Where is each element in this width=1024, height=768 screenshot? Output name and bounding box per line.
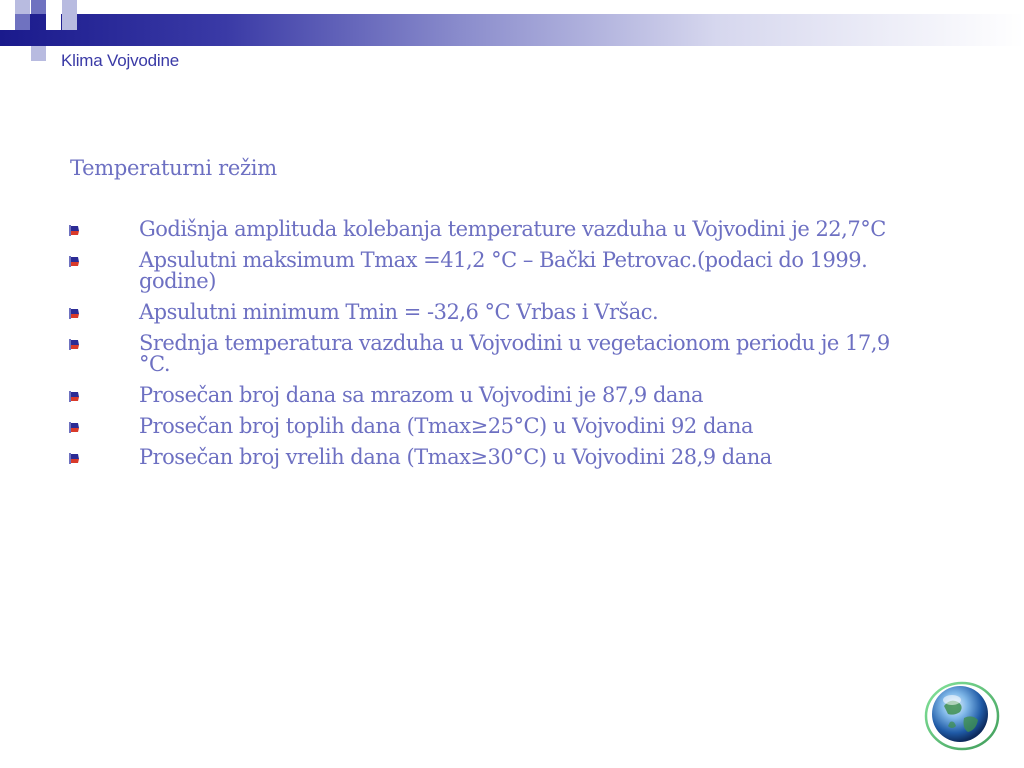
- bullet-icon: [69, 225, 80, 236]
- bullet-icon: [69, 422, 80, 433]
- bullet-text: Godišnja amplituda kolebanja temperature vazduha u Vojvodini je 22,7°C: [139, 217, 886, 241]
- list-item: [66, 333, 906, 375]
- header-gradient-bar: [0, 14, 1024, 46]
- bullet-list: [66, 219, 906, 478]
- bullet-text: Prosečan broj dana sa mrazom u Vojvodini je 87,9 dana: [139, 383, 703, 407]
- list-item: [66, 250, 906, 292]
- bullet-text: Prosečan broj toplih dana (Tmax≥25°C) u Vojvodini 92 dana: [139, 414, 753, 438]
- bullet-icon: [69, 339, 80, 350]
- list-item: [66, 219, 906, 240]
- globe-icon: [924, 676, 1000, 752]
- bullet-icon: [69, 308, 80, 319]
- bullet-icon: [69, 453, 80, 464]
- bullet-icon: [69, 256, 80, 267]
- bullet-text: Apsulutni maksimum Tmax =41,2 °C – Bački Petrovac.(podaci do 1999. godine): [139, 248, 868, 293]
- bullet-icon: [69, 391, 80, 402]
- list-item: [66, 416, 906, 437]
- list-item: [66, 385, 906, 406]
- slide-heading: Temperaturni režim: [70, 156, 277, 180]
- bullet-text: Srednja temperatura vazduha u Vojvodini u vegetacionom periodu je 17,9 °C.: [139, 331, 890, 376]
- list-item: [66, 447, 906, 468]
- deck-title: Klima Vojvodine: [61, 51, 179, 70]
- bullet-text: Apsulutni minimum Tmin = -32,6 °C Vrbas i Vršac.: [139, 300, 659, 324]
- bullet-text: Prosečan broj vrelih dana (Tmax≥30°C) u Vojvodini 28,9 dana: [139, 445, 772, 469]
- list-item: [66, 302, 906, 323]
